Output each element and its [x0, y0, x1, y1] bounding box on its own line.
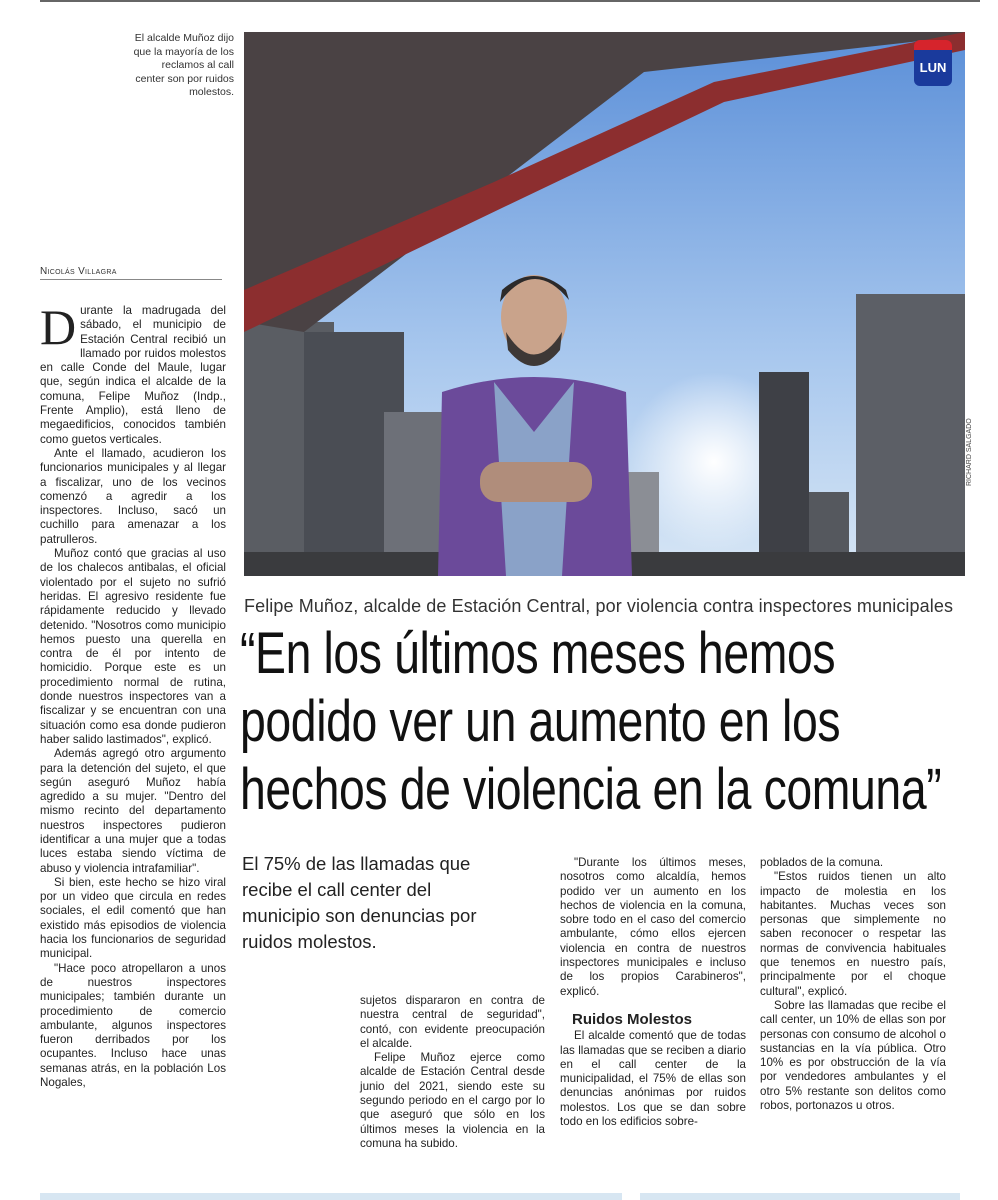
body-paragraph-1: [40, 299, 226, 447]
article-column-4: [760, 856, 946, 1113]
top-rule: [40, 0, 980, 4]
bottom-bar-right: [640, 1193, 960, 1200]
bottom-bar-left: [40, 1193, 622, 1200]
body-paragraph-6: "Hace poco atropellaron a unos de nuestros inspectores municipales; también durante un procedimiento de comercio ambulante, algunos inspectores fueron derribados por los ocupantes. Incluso hace unas semanas atrás, en la población Los Nogales,: [40, 961, 226, 1090]
article-column-2: [360, 994, 545, 1151]
article-column-1: [40, 299, 226, 1090]
headline-line-2: podido ver un aumento en los: [240, 689, 841, 754]
body-paragraph-2: Ante el llamado, acudieron los funcionarios municipales y al llegar a fiscalizar, uno de los vecinos comenzó a agredir a los inspectores. Incluso, sacó un cuchillo para amenazar a los patrulleros.: [40, 446, 226, 546]
headline-line-1: “En los últimos meses hemos: [240, 621, 836, 686]
main-photo: [244, 32, 965, 576]
article-column-3: [560, 856, 746, 1129]
body-paragraph-11: poblados de la comuna.: [760, 856, 884, 869]
photo-credit: RICHARD SALGADO: [966, 418, 973, 486]
body-paragraph-3: Muñoz contó que gracias al uso de los chalecos antibalas, el oficial violentado por el sujeto no sufrió heridas. El agresivo residente fue rápidamente reducido y llevado detenido. "Nosotros como municipio hemos puesto una querella en contra de él por intento de homicidio. Porque este es un procedimiento normal de rutina, donde nuestros inspectores van a fiscalizar y se encuentran con una situación como esa donde pudieron haber salido lastimados", explicó.: [40, 547, 226, 746]
subheading: Ruidos Molestos: [572, 1010, 693, 1028]
lun-logo: LUN: [914, 40, 952, 86]
body-paragraph-13: Sobre las llamadas que recibe el call center, un 10% de ellas son por personas con consumo de alcohol o sustancias en la vía pública. Otro 10% es por obstrucción de la vía por vendedores ambulantes y el otro 5% restante son delitos como robos, portonazos u otros.: [760, 998, 946, 1113]
drop-cap: D: [40, 299, 77, 355]
body-paragraph-10: El alcalde comentó que de todas las llamadas que se reciben a diario en el call center de la municipalidad, el 75% de ellas son denuncias anónimas por ruidos molestos. Los que se dan sobre todo en los edificios sobre-: [560, 1029, 746, 1129]
body-paragraph-7: sujetos dispararon en contra de nuestra central de seguridad", contó, con evidente preocupación el alcalde.: [360, 994, 545, 1050]
body-paragraph-4: Además agregó otro argumento para la detención del sujeto, el que según aseguró Muñoz había agredido a su mujer. "Dentro del mismo recinto del departamento nuestros inspectores pudieron identificar a una mujer que a todas luces estaba siendo víctima de abuso y violencia intrafamiliar".: [40, 747, 226, 875]
author-byline: Nicolás Villagra: [40, 266, 222, 280]
article-deck: El 75% de las llamadas que recibe el call center del municipio son denuncias por ruidos molestos.: [242, 853, 477, 952]
body-paragraph-9: "Durante los últimos meses, nosotros como alcaldía, hemos podido ver un aumento en los hechos de violencia en la comuna, sobre todo en el caso del comercio ambulante, cómo ellos ejercen violencia en contra de nuestros inspectores municipales e incluso de los propios Carabineros", explicó.: [560, 856, 746, 998]
body-paragraph-5: Si bien, este hecho se hizo viral por un video que circula en redes sociales, el edil comentó que han existido más episodios de violencia hacia los funcionarios de seguridad municipal.: [40, 875, 226, 961]
body-paragraph-8: Felipe Muñoz ejerce como alcalde de Estación Central desde junio del 2021, siendo este su segundo periodo en el cargo por lo que aseguró que sólo en los últimos meses la violencia en la comuna ha subido.: [360, 1051, 545, 1150]
photo-caption: El alcalde Muñoz dijo que la mayoría de los reclamos al call center son por ruidos molestos.: [133, 32, 234, 98]
body-paragraph-12: "Estos ruidos tienen un alto impacto de molestia en los habitantes. Muchas veces son personas que simplemente no saben reconocer o respetar las normas de convivencia habituales que tenemos en nuestro país, principalmente por el choque cultural", explicó.: [760, 870, 946, 998]
body-text: urante la madrugada del sábado, el municipio de Estación Central recibió un llamado por ruidos molestos en calle Conde del Maule, lugar que, según indica el alcalde de la comuna, Felipe Muñoz (Indp., Frente Amplio), está lleno de megaedificios, conocidos también como guetos verticales.: [40, 304, 226, 446]
photo-illustration: [244, 32, 965, 576]
article-headline: [240, 620, 942, 824]
article-kicker: Felipe Muñoz, alcalde de Estación Central, por violencia contra inspectores municipales: [244, 596, 954, 616]
headline-line-3: hechos de violencia en la comuna”: [240, 757, 942, 822]
